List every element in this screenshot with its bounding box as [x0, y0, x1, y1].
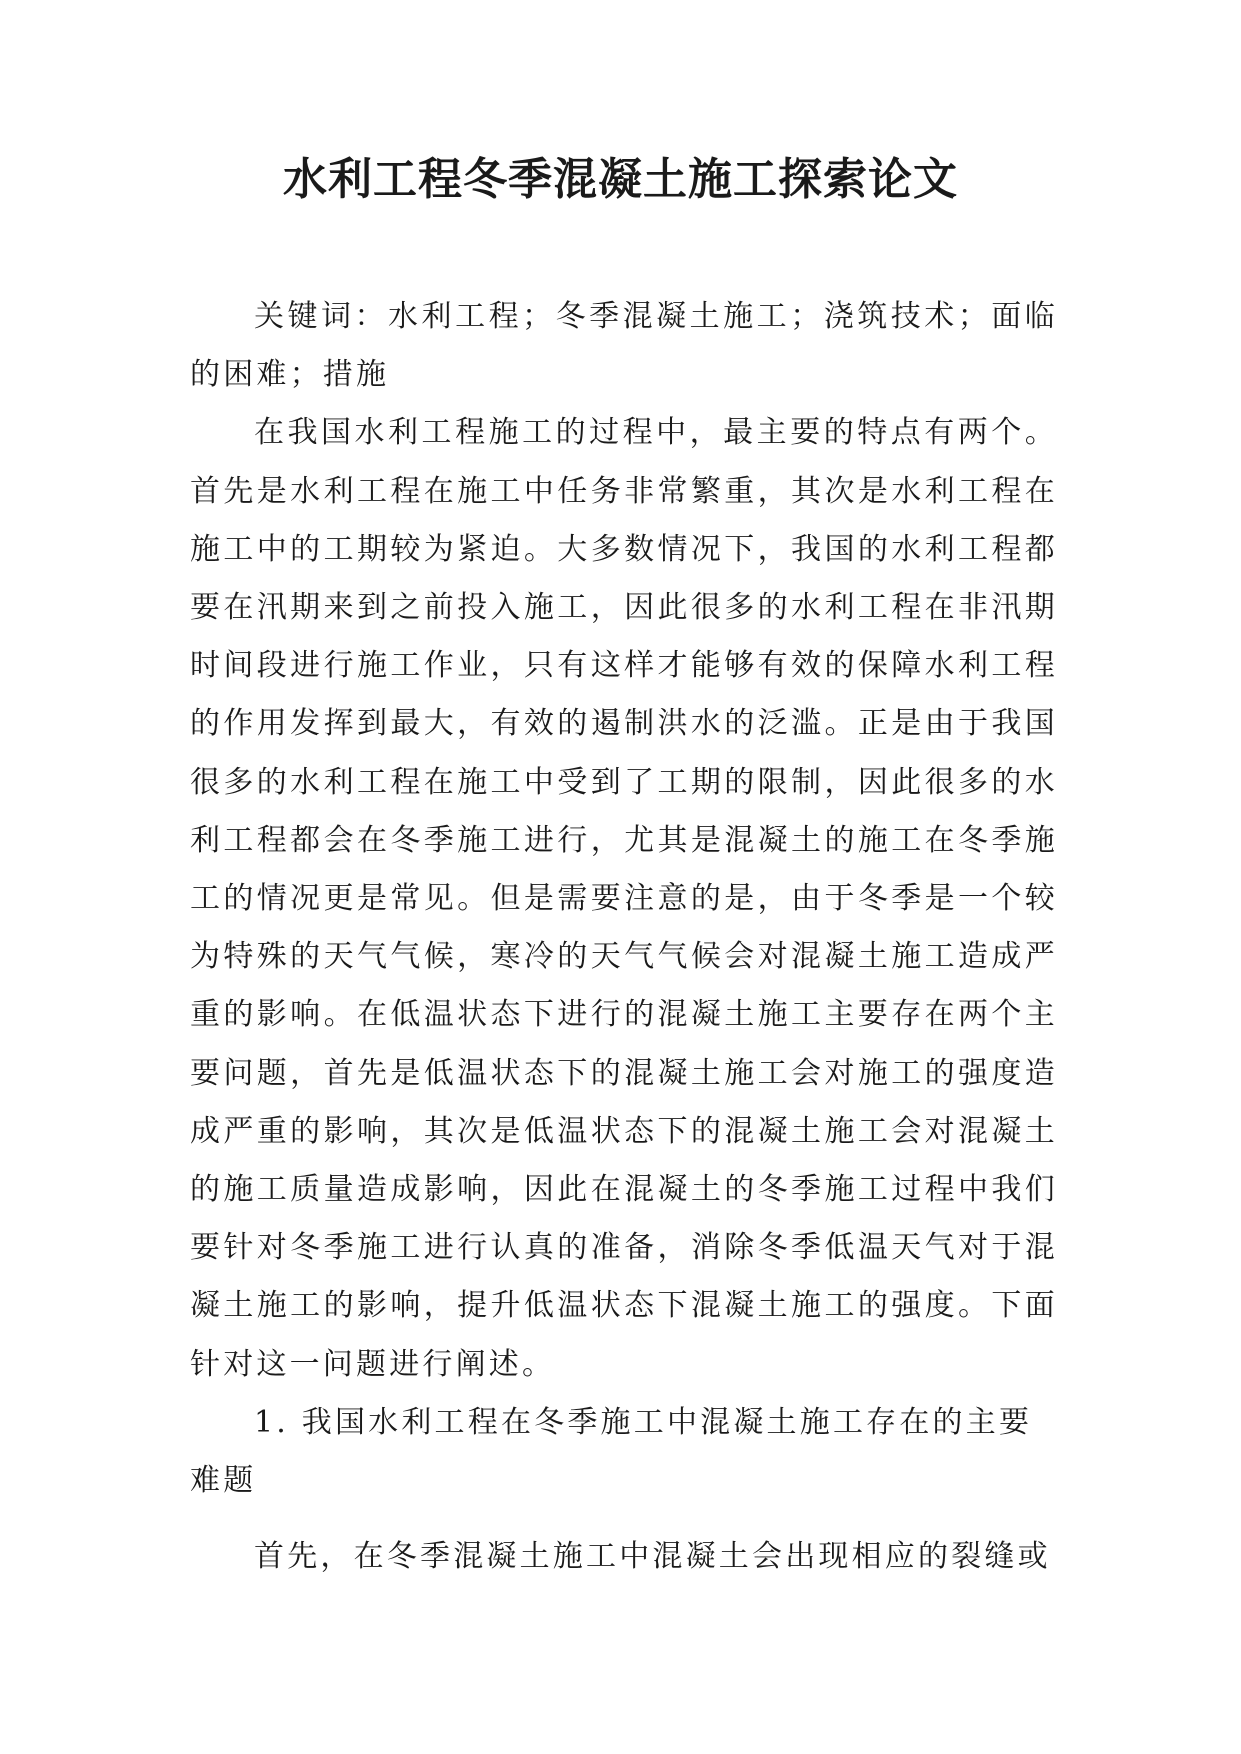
- document-body: [190, 288, 1058, 1586]
- keywords-paragraph: 关键词：水利工程；冬季混凝土施工；浇筑技术；面临的困难；措施: [190, 299, 1058, 393]
- section-paragraph: 首先，在冬季混凝土施工中混凝土会出现相应的裂缝或: [254, 1539, 1051, 1575]
- section-heading: 1. 我国水利工程在冬季施工中混凝土施工存在的主要难题: [190, 1404, 1033, 1499]
- document-title: 水利工程冬季混凝土施工探索论文: [283, 154, 958, 205]
- intro-paragraph: 在我国水利工程施工的过程中，最主要的特点有两个。首先是水利工程在施工中任务非常繁重，其次是水利工程在施工中的工期较为紧迫。大多数情况下，我国的水利工程都要在汛期来到之前投入施工，因此很多的水利工程在非汛期时间段进行施工作业，只有这样才能够有效的保障水利工程的作用发挥到最大，有效的遏制洪水的泛滥。正是由于我国很多的水利工程在施工中受到了工期的限制，因此很多的水利工程都会在冬季施工进行，尤其是混凝土的施工在冬季施工的情况更是常见。但是需要注意的是，由于冬季是一个较为特殊的天气气候，寒冷的天气气候会对混凝土施工造成严重的影响。在低温状态下进行的混凝土施工主要存在两个主要问题，首先是低温状态下的混凝土施工会对施工的强度造成严重的影响，其次是低温状态下的混凝土施工会对混凝土的施工质量造成影响，因此在混凝土的冬季施工过程中我们要针对冬季施工进行认真的准备，消除冬季低温天气对于混凝土施工的影响，提升低温状态下混凝土施工的强度。下面针对这一问题进行阐述。: [190, 415, 1058, 1382]
- spacer: [190, 1510, 1058, 1528]
